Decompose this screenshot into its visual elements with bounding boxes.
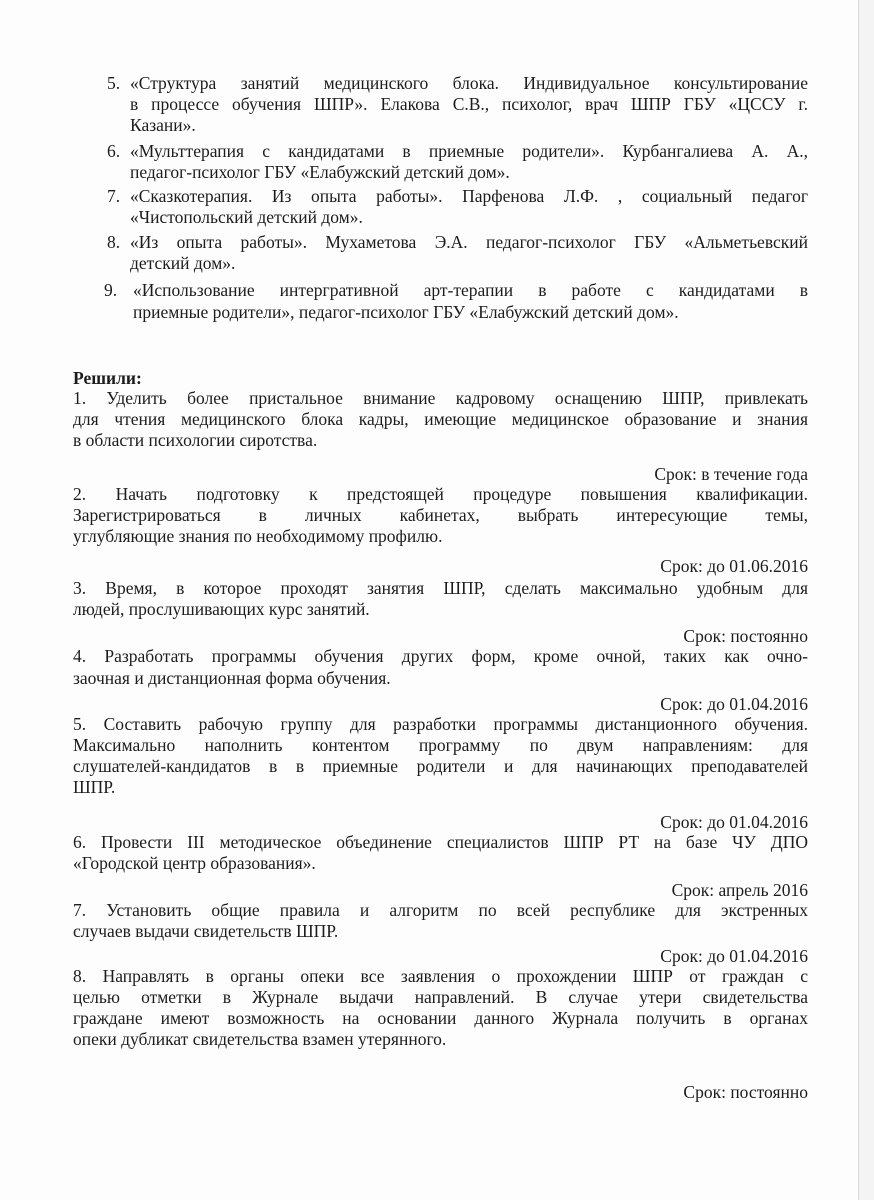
decision-text-line: 2. Начать подготовку к предстоящей процедуре повышения квалификации.: [73, 484, 808, 504]
decision-text-line: «Городской центр образования».: [73, 853, 316, 873]
decision-text-line: людей, прослушивающих курс занятий.: [73, 599, 370, 619]
talk-text-line: «Использование интергративной арт-терапии в работе с кандидатами в: [133, 280, 808, 300]
talk-text-line: «Из опыта работы». Мухаметова Э.А. педагог-психолог ГБУ «Альметьевский: [130, 232, 808, 252]
page-edge: [858, 0, 859, 1200]
decision-deadline: Срок: до 01.04.2016: [660, 694, 808, 714]
decision-text-line: опеки дубликат свидетельства взамен утерянного.: [73, 1029, 447, 1049]
decision-deadline: Срок: до 01.04.2016: [660, 812, 808, 832]
talk-text-line: «Чистопольский детский дом».: [130, 207, 363, 227]
decision-deadline: Срок: до 01.04.2016: [660, 946, 808, 966]
talk-number: 6.: [107, 141, 121, 161]
decision-text-line: 3. Время, в которое проходят занятия ШПР, сделать максимально удобным для: [73, 578, 808, 598]
decision-text-line: для чтения медицинского блока кадры, имеющие медицинское образование и знания: [73, 409, 808, 429]
talk-text-line: «Мульттерапия с кандидатами в приемные родители». Курбангалиева А. А.,: [130, 141, 808, 161]
decision-deadline: Срок: в течение года: [654, 464, 808, 484]
decision-text-line: 8. Направлять в органы опеки все заявления о прохождении ШПР от граждан с: [73, 966, 808, 986]
talk-text-line: в процессе обучения ШПР». Елакова С.В., психолог, врач ШПР ГБУ «ЦССУ г.: [130, 94, 808, 114]
talk-number: 8.: [107, 232, 121, 252]
decision-text-line: 4. Разработать программы обучения других форм, кроме очной, таких как очно-: [73, 646, 808, 666]
decision-deadline: Срок: апрель 2016: [671, 880, 808, 900]
decision-text-line: слушателей-кандидатов в в приемные родители и для начинающих преподавателей: [73, 756, 808, 776]
decision-text-line: в области психологии сиротства.: [73, 430, 318, 450]
decision-text-line: случаев выдачи свидетельств ШПР.: [73, 921, 339, 941]
decision-deadline: Срок: постоянно: [683, 626, 808, 646]
decision-text-line: граждане имеют возможность на основании данного Журнала получить в органах: [73, 1008, 808, 1028]
talk-text-line: «Структура занятий медицинского блока. Индивидуальное консультирование: [130, 73, 808, 93]
talk-text-line: детский дом».: [130, 253, 236, 273]
decisions-heading: Решили:: [73, 368, 142, 388]
decision-text-line: 1. Уделить более пристальное внимание кадровому оснащению ШПР, привлекать: [73, 388, 808, 408]
decision-text-line: ШПР.: [73, 777, 116, 797]
talk-number: 5.: [107, 73, 121, 93]
talk-number: 7.: [107, 186, 121, 206]
page-edge-shadow: [859, 0, 874, 1200]
talk-text-line: «Сказкотерапия. Из опыта работы». Парфенова Л.Ф. , социальный педагог: [130, 186, 808, 206]
decision-text-line: 7. Установить общие правила и алгоритм по всей республике для экстренных: [73, 900, 808, 920]
talk-text-line: приемные родители», педагог-психолог ГБУ «Елабужский детский дом».: [133, 302, 679, 322]
decision-text-line: 5. Составить рабочую группу для разработки программы дистанционного обучения.: [73, 714, 808, 734]
decision-text-line: целью отметки в Журнале выдачи направлений. В случае утери свидетельства: [73, 987, 808, 1007]
decision-text-line: Зарегистрироваться в личных кабинетах, выбрать интересующие темы,: [73, 505, 808, 525]
talk-text-line: Казани».: [130, 115, 196, 135]
decision-text-line: углубляющие знания по необходимому профилю.: [73, 526, 443, 546]
decision-text-line: заочная и дистанционная форма обучения.: [73, 668, 391, 688]
talk-number: 9.: [104, 280, 118, 300]
decision-text-line: 6. Провести III методическое объединение специалистов ШПР РТ на базе ЧУ ДПО: [73, 832, 808, 852]
decision-deadline: Срок: постоянно: [683, 1082, 808, 1102]
decision-text-line: Максимально наполнить контентом программу по двум направлениям: для: [73, 735, 808, 755]
talk-text-line: педагог-психолог ГБУ «Елабужский детский дом».: [130, 162, 510, 182]
decision-deadline: Срок: до 01.06.2016: [660, 556, 808, 576]
